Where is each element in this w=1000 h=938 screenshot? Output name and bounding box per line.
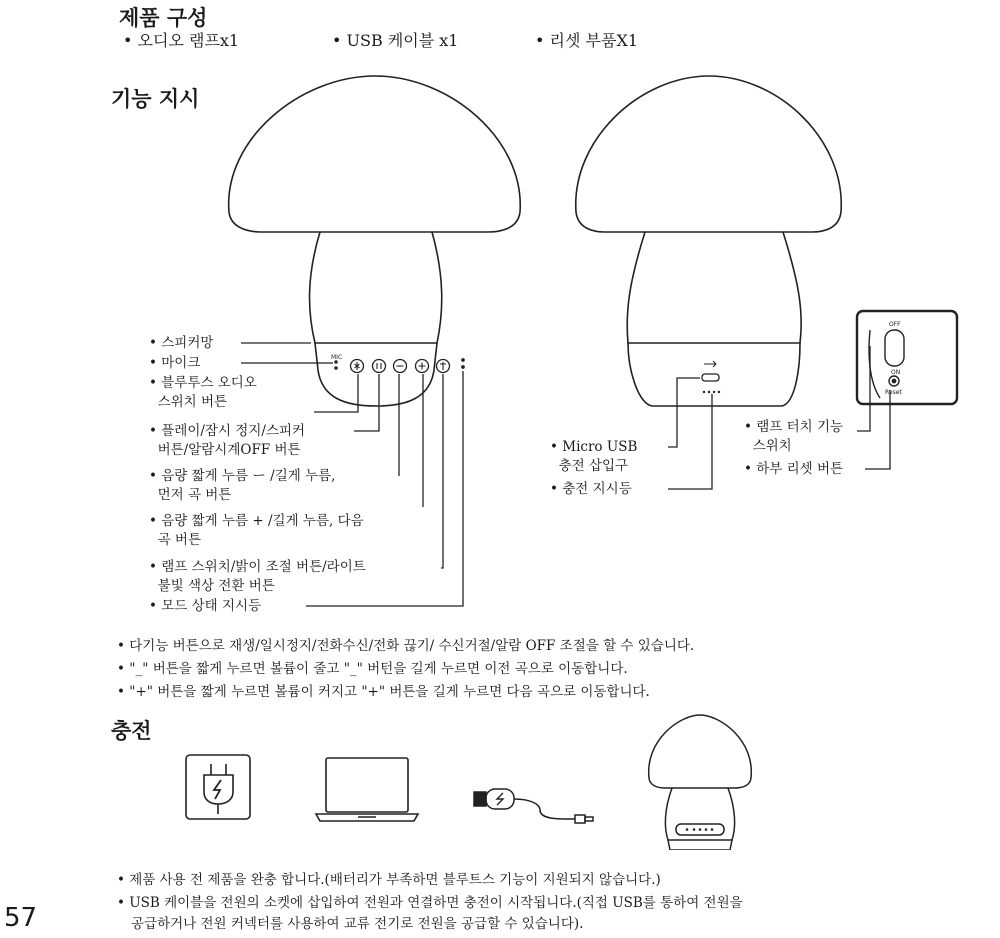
charging-note-continued: 공급하거나 전원 커넥터를 사용하여 교류 전기로 전원을 공급할 수 있습니다). (131, 916, 584, 932)
usb-port (702, 374, 719, 381)
lamp-cap (576, 76, 842, 232)
label-volume-up: • 음량 짧게 누름 + /길게 누름, 다음 곡 버튼 (149, 513, 364, 548)
composition-item: • 리셋 부품X1 (535, 31, 639, 50)
switch-on-text: ON (891, 369, 901, 376)
page-number: 57 (4, 903, 38, 933)
charging-illustration (0, 700, 1000, 850)
charging-note: • 제품 사용 전 제품을 완충 합니다.(배터리가 부족하면 블루트스 기능이 지원되지 않습니다.) (117, 872, 661, 888)
lamp-body (627, 232, 801, 343)
laptop-icon (316, 758, 418, 821)
power-plug-icon (186, 755, 250, 819)
switch-reset-text: Reset (885, 389, 902, 396)
composition-item: • 오디오 램프x1 (123, 31, 240, 50)
label-micro-usb-port: • Micro USB 충전 삽입구 (550, 439, 638, 474)
label-speaker-grille: • 스피커망 (149, 335, 214, 351)
label-bluetooth-switch: • 블루투스 오디오 스위치 버튼 (149, 375, 257, 410)
usb-cable-icon (474, 789, 593, 823)
label-charge-indicator: • 충전 지시등 (550, 481, 632, 497)
section-title-composition: 제품 구성 (119, 6, 208, 30)
label-lamp-switch: • 램프 스위치/밝이 조절 버튼/라이트 불빛 색상 전환 버튼 (149, 559, 366, 594)
charging-note: • USB 케이블을 전원의 소켓에 삽입하여 전원과 연결하면 충전이 시작됩니다.(직접 USB를 통하여 전원을 (117, 895, 743, 911)
section-title-functions: 기능 지시 (111, 87, 200, 111)
charge-indicator-lights (703, 391, 720, 393)
composition-item: • USB 케이블 x1 (332, 31, 459, 50)
function-note: • "+" 버튼을 짧게 누르면 볼륨이 커지고 "+" 버튼을 길게 누르면 다음 곡으로 이동합니다. (117, 684, 650, 700)
label-volume-down: • 음량 짧게 누름 ー /길게 누름, 먼저 곡 버튼 (149, 468, 336, 503)
label-microphone: • 마이크 (149, 355, 201, 371)
function-note: • "_" 버튼을 짧게 누르면 볼륨이 줄고 "_" 버턴을 길게 누르면 이전 곡으로 이동합니다. (117, 661, 628, 677)
label-reset-button: • 하부 리셋 버튼 (744, 461, 844, 477)
label-play-pause: • 플레이/잠시 정지/스피커 버튼/알람시계OFF 버튼 (149, 423, 306, 458)
label-mode-indicator: • 모드 상태 지시등 (149, 598, 262, 614)
svg-text:MIC: MIC (331, 354, 343, 361)
section-title-charging: 충전 (111, 719, 152, 743)
function-note: • 다기능 버튼으로 재생/일시정지/전화수신/전화 끊기/ 수신거절/알람 OFF 조절을 할 수 있습니다. (117, 638, 695, 654)
touch-switch-toggle (885, 330, 904, 366)
switch-off-text: OFF (889, 321, 901, 328)
reset-switch-inset (857, 311, 957, 404)
label-touch-switch: • 램프 터치 기능 스위치 (744, 419, 844, 454)
